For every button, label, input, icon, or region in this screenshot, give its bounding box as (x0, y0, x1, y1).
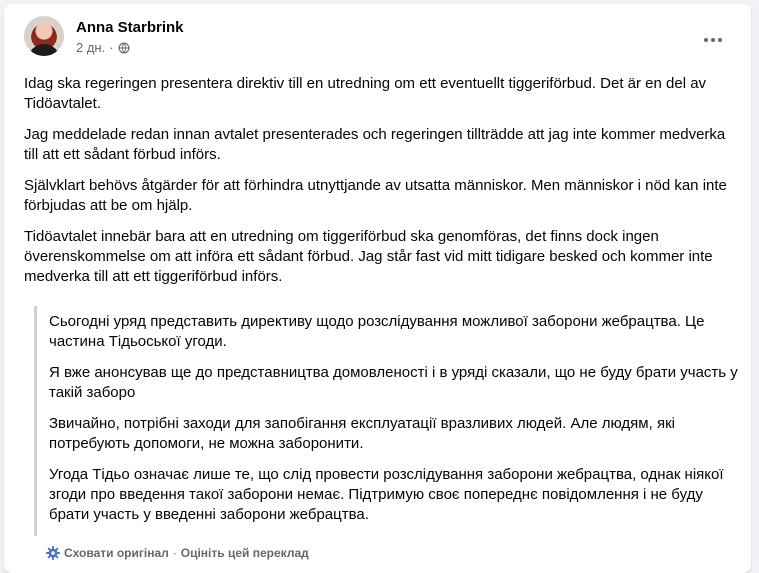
avatar[interactable] (24, 16, 64, 56)
more-horizontal-icon (704, 38, 708, 42)
gear-icon[interactable] (46, 546, 60, 560)
translation-block (34, 306, 739, 536)
author-name[interactable]: Anna Starbrink (76, 19, 184, 36)
globe-icon[interactable] (118, 42, 130, 54)
translated-paragraph: Звичайно, потрібні заходи для запобігання експлуатації вразливих людей. Але людям, які потребують допомоги, не можна заборонити. (49, 415, 675, 452)
post-paragraph: Självklart behövs åtgärder för att förhindra utnyttjande av utsatta människor. Men människor i nöd kan inte förbjudas att be om hjälp. (24, 177, 727, 214)
translated-paragraph: Сьогодні уряд представить директиву щодо розслідування можливої заборони жебрацтва. Це частина Тідьоської угоди. (49, 313, 705, 350)
post-card (4, 4, 751, 573)
post-paragraph: Idag ska regeringen presentera direktiv till en utredning om ett eventuellt tiggeriförbud. Det är en del av Tidöavtalet. (24, 75, 707, 112)
hide-original-link[interactable]: Сховати оригінал (64, 546, 169, 560)
post-timestamp[interactable]: 2 дн. (76, 40, 106, 55)
rate-translation-link[interactable]: Оцініть цей переклад (180, 546, 309, 560)
post-paragraph: Tidöavtalet innebär bara att en utredning om tiggeriförbud ska genomföras, det finns dock ingen överenskommelse om att införa ett sådant förbud. Jag står fast vid mitt tidigare besked och kommer inte medverka till att ett tiggeriförbud införs. (24, 228, 713, 285)
post-header (24, 16, 735, 62)
more-options-button[interactable] (695, 22, 731, 58)
meta-separator: · (109, 40, 114, 55)
translation-controls (46, 546, 309, 560)
post-body (24, 74, 729, 298)
post-paragraph: Jag meddelade redan innan avtalet presenterades och regeringen tillträdde att jag inte kommer medverka till att ett sådant förbud införs. (24, 126, 726, 163)
translated-paragraph: Я вже анонсував ще до представництва домовленості і в уряді сказали, що не буду брати участь у такій заборо (49, 364, 738, 401)
post-meta (76, 40, 130, 55)
dot-separator: · (172, 546, 177, 560)
translated-paragraph: Угода Тідьо означає лише те, що слід провести розслідування заборони жебрацтва, однак ніякої згоди про введення такої заборони немає. Підтримую своє попереднє повідомлення і не буду брати участь у введенні заборони жебрацтва. (49, 466, 724, 523)
